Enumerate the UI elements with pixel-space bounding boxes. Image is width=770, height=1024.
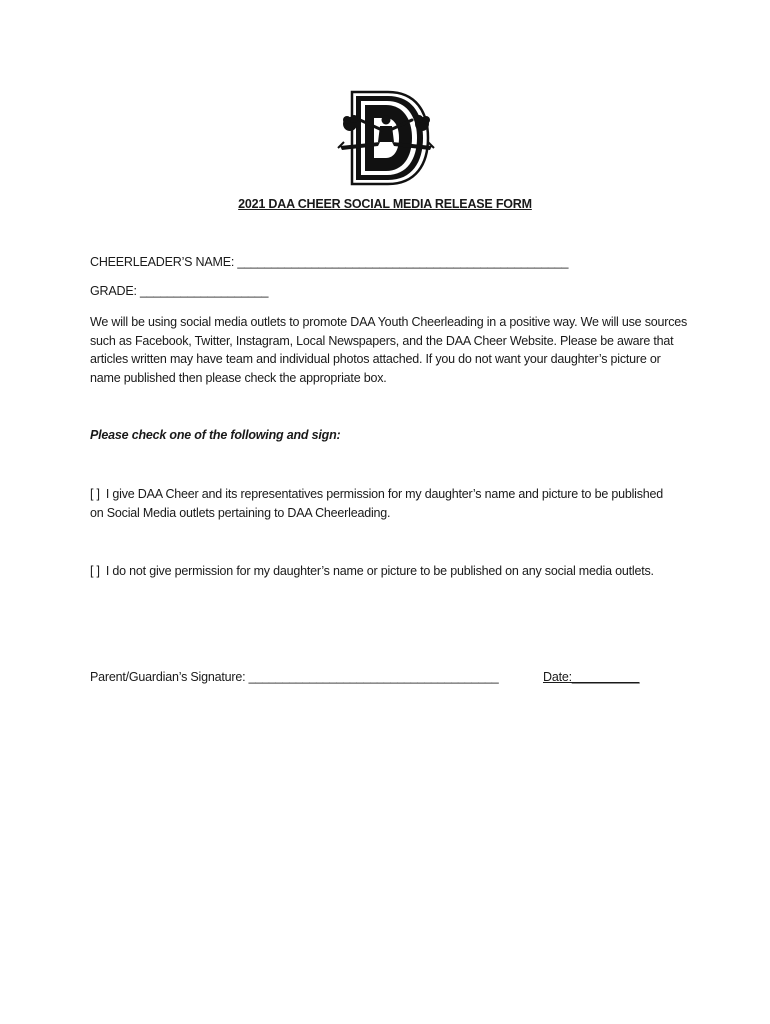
date-field[interactable]: Date:__________ xyxy=(543,670,640,684)
cheerleader-name-field[interactable]: CHEERLEADER’S NAME: _________________________________________________ xyxy=(90,255,569,269)
option-give-text: I give DAA Cheer and its representatives permission for my daughter’s name and picture to be published on Social Media outlets pertaining to DAA Cheerleading. xyxy=(90,487,664,520)
instruction-text: Please check one of the following and sign: xyxy=(90,428,341,442)
permission-option-give[interactable] xyxy=(90,485,670,523)
form-title: 2021 DAA CHEER SOCIAL MEDIA RELEASE FORM xyxy=(238,197,532,211)
cheerleader-letter-d-logo xyxy=(336,90,436,186)
signature-field[interactable]: Parent/Guardian’s Signature: _____________________________________ xyxy=(90,670,499,684)
permission-option-deny[interactable] xyxy=(90,562,670,581)
checkbox-give[interactable]: [ ] xyxy=(90,487,100,501)
checkbox-deny[interactable]: [ ] xyxy=(90,564,100,578)
intro-paragraph: We will be using social media outlets to promote DAA Youth Cheerleading in a positive way. We will use sources such as Facebook, Twitter, Instagram, Local Newspapers, and the DAA Cheer Website. Please be aware that articles written may have team and individual photos attached. If you do not want your daughter’s picture or name published then please check the appropriate box. xyxy=(90,315,688,385)
option-deny-text: I do not give permission for my daughter’s name or picture to be published on any social media outlets. xyxy=(105,564,654,578)
grade-field[interactable]: GRADE: ___________________ xyxy=(90,284,269,298)
